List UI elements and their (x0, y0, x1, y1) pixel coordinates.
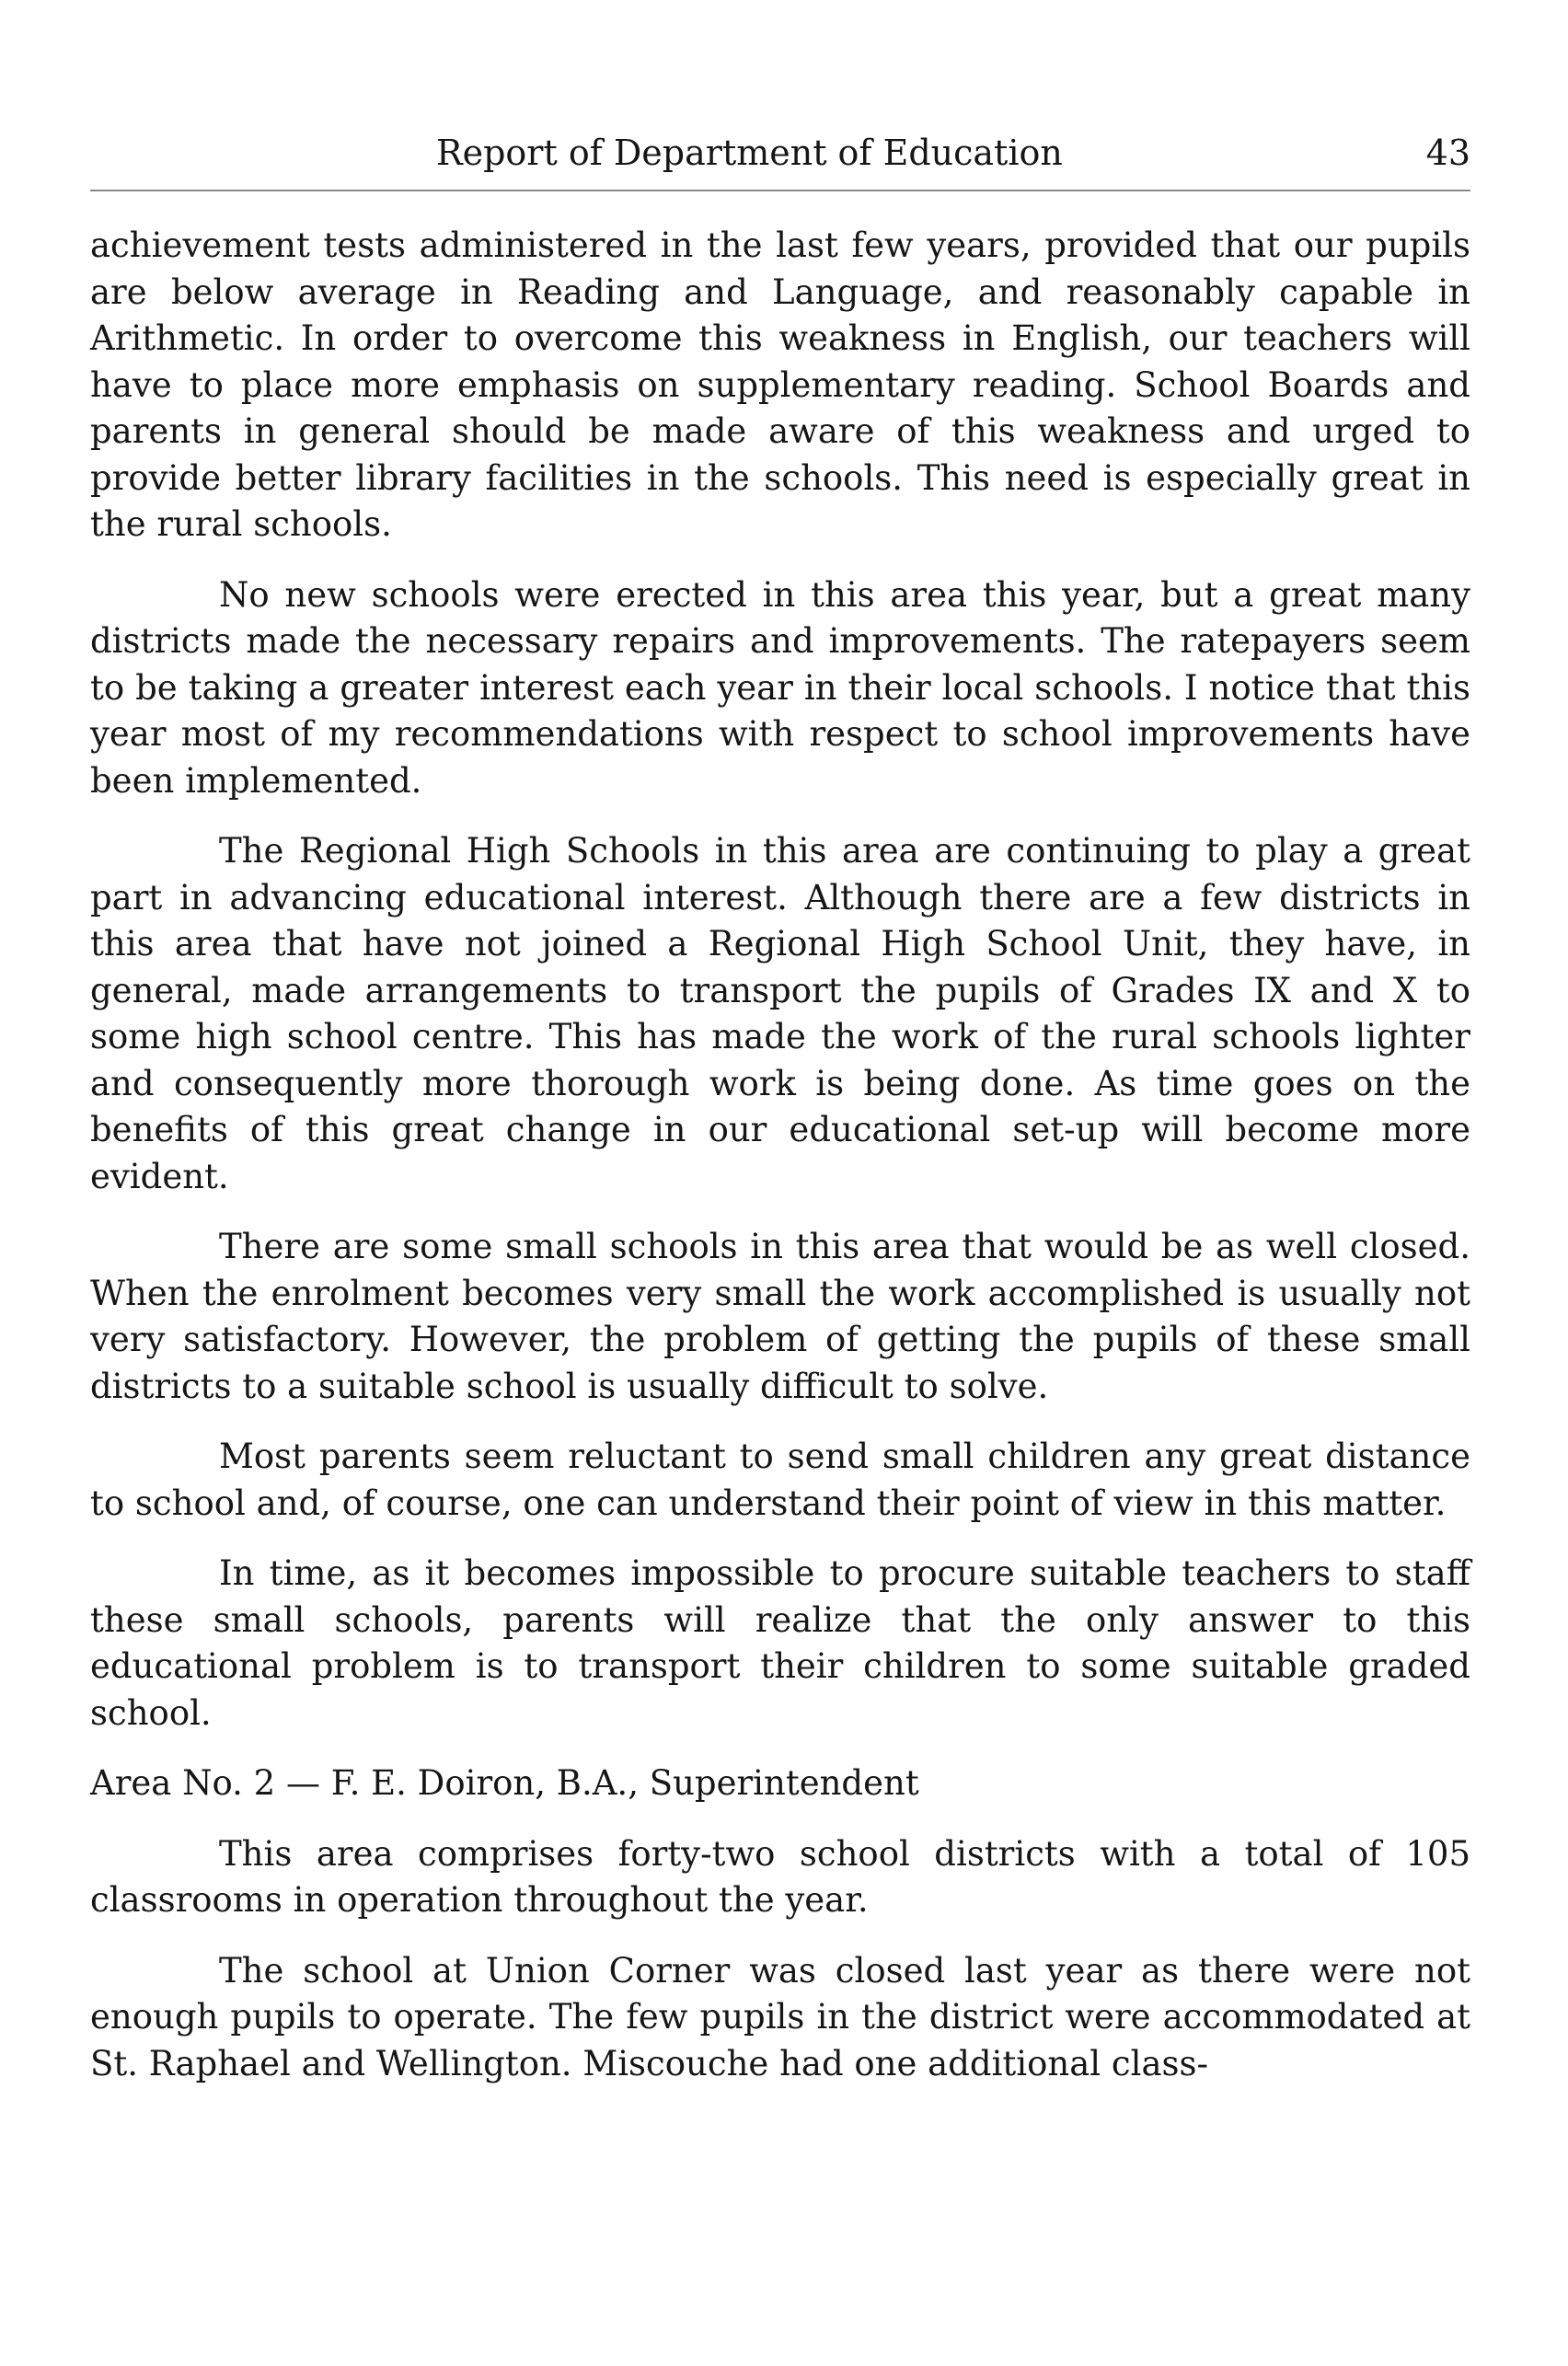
running-title: Report of Department of Education (436, 133, 1063, 173)
body-text (90, 223, 1470, 2111)
page-number: 43 (1425, 133, 1470, 173)
header-rule (90, 190, 1470, 191)
running-header (90, 109, 1470, 173)
paragraph: This area comprises forty-two school districts with a total of 105 classrooms in operation throughout the year. (90, 1833, 1470, 1920)
paragraph: The Regional High Schools in this area are continuing to play a great part in advancing educational interest. Although there are a few districts in this area that have not joined a Regional High School Unit, they have, in general, made arrangements to transport the pupils of Grades IX and X to some high school centre. This has made the work of the rural schools lighter and consequently more thorough work is being done. As time goes on the benefits of this great change in our educational set-up will become more evident. (90, 831, 1470, 1196)
document-page (90, 109, 1470, 2083)
paragraph: There are some small schools in this area that would be as well closed. When the enrolment becomes very small the work accomplished is usually not very satisfactory. However, the problem of getting the pupils of these small districts to a suitable school is usually difficult to solve. (90, 1227, 1470, 1406)
paragraph: In time, as it becomes impossible to procure suitable teachers to staff these small schools, parents will realize that the only answer to this educational problem is to transport their children to some suitable graded school. (90, 1553, 1470, 1733)
section-heading: Area No. 2 — F. E. Doiron, B.A., Superintendent (90, 1763, 919, 1803)
paragraph: Most parents seem reluctant to send small children any great distance to school and, of course, one can understand their point of view in this matter. (90, 1437, 1470, 1523)
paragraph: No new schools were erected in this area this year, but a great many districts made the necessary repairs and improvements. The ratepayers seem to be taking a greater interest each year in their local schools. I notice that this year most of my recommendations with respect to school improvements have been implemented. (90, 574, 1470, 801)
paragraph-continued: achievement tests administered in the last few years, provided that our pupils are below average in Reading and Language, and reasonably capable in Arithmetic. In order to overcome this weakness in English, our teachers will have to place more emphasis on supplementary reading. School Boards and parents in general should be made aware of this weakness and urged to provide better library facilities in the schools. This need is especially great in the rural schools. (90, 225, 1470, 544)
paragraph: The school at Union Corner was closed last year as there were not enough pupils to operate. The few pupils in the district were accommodated at St. Raphael and Wellington. Miscouche had one additional class- (90, 1950, 1470, 2083)
